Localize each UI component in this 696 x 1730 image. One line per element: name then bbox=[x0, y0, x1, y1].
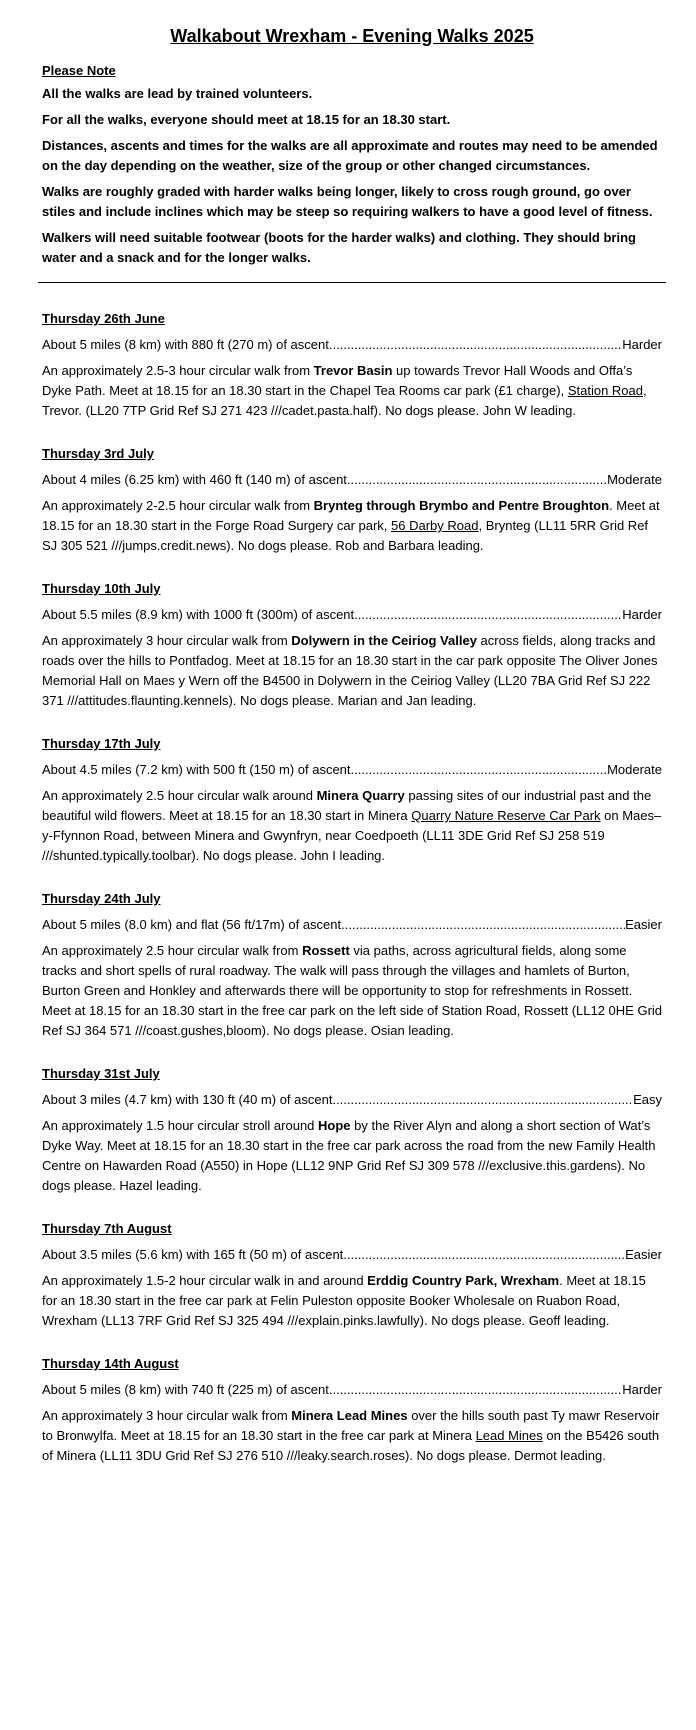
walk-entry bbox=[42, 1064, 662, 1196]
note-paragraph: All the walks are lead by trained volunteers. bbox=[42, 86, 313, 101]
walk-distance-ascent: About 4 miles (6.25 km) with 460 ft (140 m) of ascent bbox=[42, 472, 347, 487]
dot-leader bbox=[351, 760, 608, 780]
walk-date: Thursday 17th July bbox=[42, 736, 161, 751]
dot-leader bbox=[329, 335, 622, 355]
walk-description: An approximately 2-2.5 hour circular walk from Brynteg through Brymbo and Pentre Broughton. Meet at 18.15 for an 18.30 start in the Forge Road Surgery car park, 56 Darby Road, Brynteg (LL11 5RR Grid Ref SJ 305 521 ///jumps.credit.news). No dogs please. Rob and Barbara leading. bbox=[42, 498, 660, 553]
walk-date: Thursday 24th July bbox=[42, 891, 161, 906]
note-paragraph: Walkers will need suitable footwear (boots for the harder walks) and clothing. They should bring water and a snack and for the longer walks. bbox=[42, 230, 636, 265]
walk-description: An approximately 1.5 hour circular stroll around Hope by the River Alyn and along a short section of Wat’s Dyke Way. Meet at 18.15 for an 18.30 start in the free car park across the road from the new Family Health Centre on Hawarden Road (A550) in Hope (LL12 9NP Grid Ref SJ 309 578 ///exclusive.this.gardens). No dogs please. Hazel leading. bbox=[42, 1118, 656, 1193]
walk-summary bbox=[42, 760, 662, 780]
walk-grade: Easier bbox=[625, 917, 662, 932]
walk-date: Thursday 7th August bbox=[42, 1221, 172, 1236]
note-paragraph: Walks are roughly graded with harder walks being longer, likely to cross rough ground, go over stiles and include inclines which may be steep so requiring walkers to have a good level of fitness. bbox=[42, 184, 653, 219]
walk-distance-ascent: About 4.5 miles (7.2 km) with 500 ft (150 m) of ascent bbox=[42, 762, 351, 777]
walk-summary bbox=[42, 1090, 662, 1110]
dot-leader bbox=[341, 915, 625, 935]
walk-date: Thursday 26th June bbox=[42, 311, 165, 326]
dot-leader bbox=[329, 1380, 622, 1400]
walk-entry bbox=[42, 309, 662, 421]
walk-summary bbox=[42, 470, 662, 490]
walk-start-location: Hope bbox=[318, 1118, 351, 1133]
walk-summary bbox=[42, 915, 662, 935]
walk-date: Thursday 3rd July bbox=[42, 446, 154, 461]
walk-entry bbox=[42, 1354, 662, 1466]
walk-start-location: Erddig Country Park, Wrexham bbox=[367, 1273, 560, 1288]
walk-grade: Easy bbox=[633, 1092, 662, 1107]
walk-start-location: Minera Lead Mines bbox=[291, 1408, 408, 1423]
walk-description: An approximately 2.5-3 hour circular walk from Trevor Basin up towards Trevor Hall Woods and Offa’s Dyke Path. Meet at 18.15 for an 18.30 start in the Chapel Tea Rooms car park (£1 charge), Station Road, Trevor. (LL20 7TP Grid Ref SJ 271 423 ///cadet.pasta.half). No dogs please. John W leading. bbox=[42, 363, 647, 418]
walk-distance-ascent: About 5 miles (8 km) with 880 ft (270 m) of ascent bbox=[42, 337, 329, 352]
walk-description: An approximately 2.5 hour circular walk from Rossett via paths, across agricultural fields, along some tracks and short spells of rural roadway. The walk will pass through the villages and hamlets of Burton, Burton Green and Honkley and afterwards there will be opportunity to stop for refreshments in Rossett. Meet at 18.15 for an 18.30 start in the free car park on the left side of Station Road, Rossett (LL12 0HE Grid Ref SJ 364 571 ///coast.gushes,bloom). No dogs please. Osian leading. bbox=[42, 943, 663, 1038]
walk-description: An approximately 3 hour circular walk from Minera Lead Mines over the hills south past Ty mawr Reservoir to Bronwylfa. Meet at 18.15 for an 18.30 start in the free car park at Minera Lead Mines on the B5426 south of Minera (LL11 3DU Grid Ref SJ 276 510 ///leaky.search.roses). No dogs please. Dermot leading. bbox=[42, 1408, 660, 1463]
walk-start-location: Minera Quarry bbox=[316, 788, 405, 803]
walk-grade: Moderate bbox=[607, 472, 662, 487]
note-heading: Please Note bbox=[42, 63, 116, 78]
dot-leader bbox=[347, 470, 607, 490]
walk-summary bbox=[42, 605, 662, 625]
walk-start-location: Rossett bbox=[302, 943, 350, 958]
walk-entry bbox=[42, 1219, 662, 1331]
walk-grade: Harder bbox=[622, 607, 662, 622]
walk-date: Thursday 14th August bbox=[42, 1356, 179, 1371]
walk-distance-ascent: About 5 miles (8 km) with 740 ft (225 m) of ascent bbox=[42, 1382, 329, 1397]
walk-start-location: Dolywern in the Ceiriog Valley bbox=[291, 633, 477, 648]
walk-distance-ascent: About 3.5 miles (5.6 km) with 165 ft (50 m) of ascent bbox=[42, 1247, 344, 1262]
walk-start-location: Trevor Basin bbox=[313, 363, 393, 378]
walk-distance-ascent: About 3 miles (4.7 km) with 130 ft (40 m) of ascent bbox=[42, 1092, 333, 1107]
walk-summary bbox=[42, 1245, 662, 1265]
walk-description: An approximately 2.5 hour circular walk around Minera Quarry passing sites of our industrial past and the beautiful wild flowers. Meet at 18.15 for an 18.30 start in Minera Quarry Nature Reserve Car Park on Maes–y-Ffynnon Road, between Minera and Gwynfryn, near Coedpoeth (LL11 3DE Grid Ref SJ 258 519 ///shunted.typically.toolbar). No dogs please. John I leading. bbox=[42, 788, 662, 863]
dot-leader bbox=[354, 605, 622, 625]
walk-summary bbox=[42, 1380, 662, 1400]
walk-grade: Harder bbox=[622, 337, 662, 352]
walk-description: An approximately 3 hour circular walk from Dolywern in the Ceiriog Valley across fields, along tracks and roads over the hills to Pontfadog. Meet at 18.15 for an 18.30 start in the car park opposite The Oliver Jones Memorial Hall on Maes y Wern off the B4500 in Dolywern in the Ceiriog Valley (LL20 7BA Grid Ref SJ 222 371 ///attitudes.flaunting.kennels). No dogs please. Marian and Jan leading. bbox=[42, 633, 658, 708]
walk-date: Thursday 10th July bbox=[42, 581, 161, 596]
note-paragraph: For all the walks, everyone should meet at 18.15 for an 18.30 start. bbox=[42, 112, 451, 127]
walk-summary bbox=[42, 335, 662, 355]
walk-distance-ascent: About 5 miles (8.0 km) and flat (56 ft/17m) of ascent bbox=[42, 917, 342, 932]
walk-entry bbox=[42, 734, 662, 866]
walk-grade: Harder bbox=[622, 1382, 662, 1397]
dot-leader bbox=[343, 1245, 625, 1265]
walk-entry bbox=[42, 444, 662, 556]
section-divider bbox=[38, 282, 666, 283]
walk-entry bbox=[42, 889, 662, 1041]
walk-grade: Moderate bbox=[607, 762, 662, 777]
dot-leader bbox=[332, 1090, 633, 1110]
walk-grade: Easier bbox=[625, 1247, 662, 1262]
page-title: Walkabout Wrexham - Evening Walks 2025 bbox=[170, 26, 534, 46]
walk-entry bbox=[42, 579, 662, 711]
walk-distance-ascent: About 5.5 miles (8.9 km) with 1000 ft (300m) of ascent bbox=[42, 607, 355, 622]
note-paragraph: Distances, ascents and times for the walks are all approximate and routes may need to be amended on the day depending on the weather, size of the group or other changed circumstances. bbox=[42, 138, 658, 173]
walk-start-location: Brynteg through Brymbo and Pentre Broughton bbox=[313, 498, 610, 513]
walk-date: Thursday 31st July bbox=[42, 1066, 160, 1081]
walk-description: An approximately 1.5-2 hour circular walk in and around Erddig Country Park, Wrexham. Meet at 18.15 for an 18.30 start in the free car park at Felin Puleston opposite Booker Wholesale on Ruabon Road, Wrexham (LL13 7RF Grid Ref SJ 325 494 ///explain.pinks.lawfully). No dogs please. Geoff leading. bbox=[42, 1273, 646, 1328]
